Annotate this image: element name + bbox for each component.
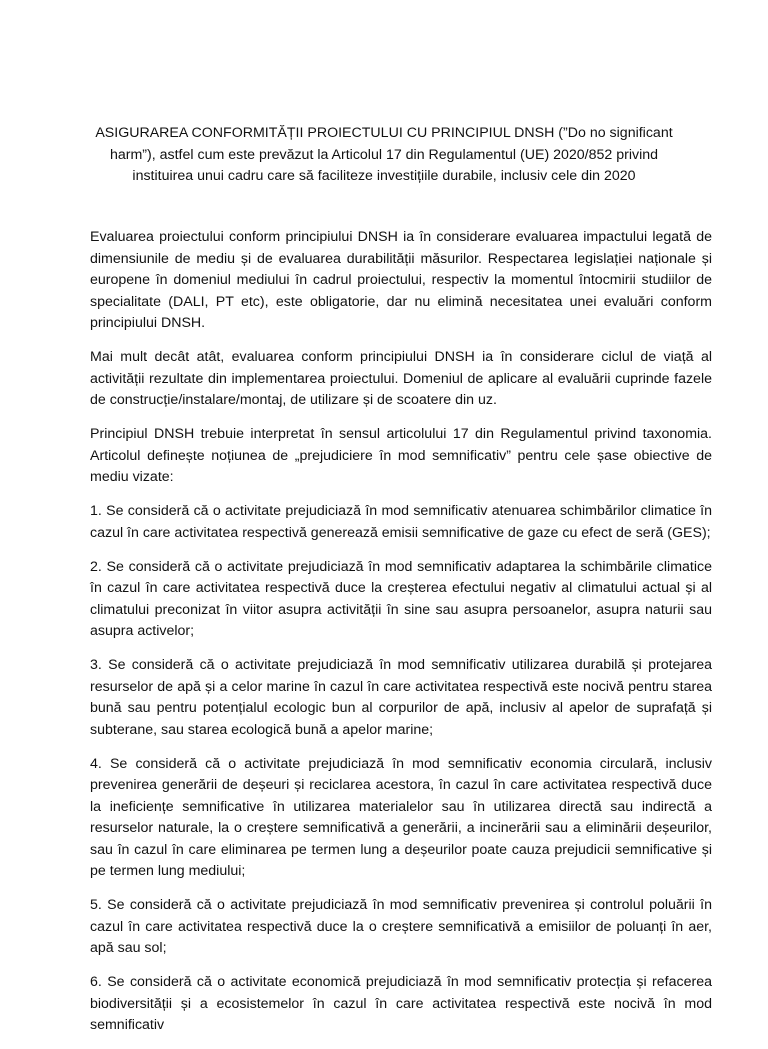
document-title: ASIGURAREA CONFORMITĂȚII PROIECTULUI CU PRINCIPIUL DNSH (”Do no significant harm”), astfel cum este prevăzut la Articolul 17 din Regulamentul (UE) 2020/852 privind instituirea unui cadru care să faciliteze investițiile durabile, inclusiv cele din 2020 [95,125,673,184]
paragraph-objective-1: 1. Se consideră că o activitate prejudiciază în mod semnificativ atenuarea schimbărilor climatice în cazul în care activitatea respectivă generează emisii semnificative de gaze cu efect de seră (GES); [90,503,712,541]
document-body [90,227,712,1049]
paragraph-taxonomy: Principiul DNSH trebuie interpretat în sensul articolului 17 din Regulamentul privind taxonomia. Articolul definește noțiunea de „prejudiciere în mod semnificativ” pentru cele șase obiective de mediu vizate: [90,426,712,485]
paragraph-objective-4: 4. Se consideră că o activitate prejudiciază în mod semnificativ economia circulară, inclusiv prevenirea generării de deșeuri și reciclarea acestora, în cazul în care activitatea respectivă duce la ineficiențe semnificative în utilizarea materialelor sau în utilizarea directă sau indirectă a resurselor naturale, la o creștere semnificativă a generării, a incinerării sau a eliminării deșeurilor, sau în cazul în care eliminarea pe termen lung a deșeurilor poate cauza prejudicii semnificative și pe termen lung mediului; [90,755,712,879]
paragraph-lifecycle: Mai mult decât atât, evaluarea conform principiului DNSH ia în considerare ciclul de viață al activității rezultate din implementarea proiectului. Domeniul de aplicare al evaluării cuprinde fazele de construcție/instalare/montaj, de utilizare și de scoatere din uz. [90,349,712,408]
paragraph-intro: Evaluarea proiectului conform principiului DNSH ia în considerare evaluarea impactului legată de dimensiunile de mediu și de evaluarea durabilității măsurilor. Respectarea legislației naționale și europene în domeniul mediului în cadrul proiectului, respectiv la momentul întocmirii studiilor de specialitate (DALI, PT etc), este obligatorie, dar nu elimină necesitatea unei evaluări conform principiului DNSH. [90,229,712,331]
paragraph-objective-2: 2. Se consideră că o activitate prejudiciază în mod semnificativ adaptarea la schimbările climatice în cazul în care activitatea respectivă duce la creșterea efectului negativ al climatului actual și al climatului preconizat în viitor asupra activității în sine sau asupra persoanelor, asupra naturii sau asupra activelor; [90,558,712,639]
paragraph-objective-3: 3. Se consideră că o activitate prejudiciază în mod semnificativ utilizarea durabilă și protejarea resurselor de apă și a celor marine în cazul în care activitatea respectivă este nocivă pentru starea bună sau pentru potențialul ecologic bun al corpurilor de apă, inclusiv al apelor de suprafață și subterane, sau starea ecologică bună a apelor marine; [90,657,712,738]
paragraph-objective-6: 6. Se consideră că o activitate economică prejudiciază în mod semnificativ protecția și refacerea biodiversității și a ecosistemelor în cazul în care activitatea respectivă este nocivă în mod semnificativ [90,974,712,1033]
paragraph-objective-5: 5. Se consideră că o activitate prejudiciază în mod semnificativ prevenirea și controlul poluării în cazul în care activitatea respectivă duce la o creștere semnificativă a emisiilor de poluanți în aer, apă sau sol; [90,897,712,956]
